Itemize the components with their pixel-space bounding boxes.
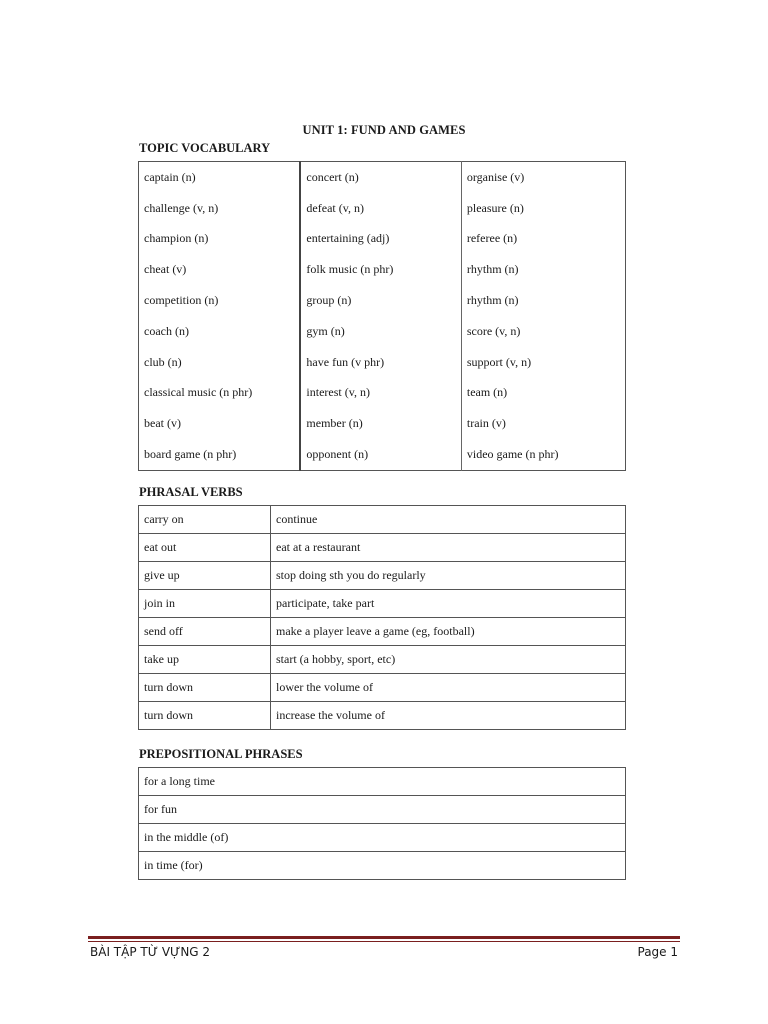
table-row [139,562,626,590]
vocab-cell: competition (n) [139,285,301,316]
phrasal-meaning-cell: continue [271,506,626,534]
table-row [139,254,626,285]
table-row [139,852,626,880]
prepositional-phrase-cell: in time (for) [139,852,626,880]
footer-divider-thin [88,941,680,942]
vocab-cell: club (n) [139,347,301,378]
phrasal-verbs-table [138,505,626,730]
table-row [139,768,626,796]
table-row [139,285,626,316]
vocab-cell: champion (n) [139,224,301,255]
table-row [139,162,626,193]
phrasal-verb-cell: turn down [139,674,271,702]
table-row [139,224,626,255]
vocab-cell: have fun (v phr) [300,347,461,378]
vocab-cell: board game (n phr) [139,439,301,470]
phrasal-meaning-cell: increase the volume of [271,702,626,730]
topic-vocabulary-heading: TOPIC VOCABULARY [139,141,271,155]
table-row [139,674,626,702]
vocab-cell: opponent (n) [300,439,461,470]
phrasal-verb-cell: take up [139,646,271,674]
vocab-cell: interest (v, n) [300,378,461,409]
vocab-cell: video game (n phr) [466,447,559,462]
vocab-cell: train (v) [466,416,506,431]
table-row [139,378,626,409]
table-row [139,824,626,852]
table-row [139,193,626,224]
vocab-cell: gym (n) [300,316,461,347]
phrasal-verb-cell: eat out [139,534,271,562]
vocab-cell: member (n) [300,408,461,439]
vocab-cell: organise (v) [466,169,525,184]
table-row [139,408,626,439]
phrasal-verb-cell: give up [139,562,271,590]
topic-vocabulary-table [138,161,626,471]
table-row [139,618,626,646]
phrasal-verbs-heading: PHRASAL VERBS [139,485,243,499]
vocab-cell: referee (n) [466,231,518,246]
vocab-cell: defeat (v, n) [300,193,461,224]
prepositional-phrase-cell: for a long time [139,768,626,796]
prepositional-phrases-table [138,767,626,880]
vocab-cell: beat (v) [139,408,301,439]
footer-document-title: BÀI TẬP TỪ VỰNG 2 [90,945,211,959]
vocab-cell: captain (n) [139,162,301,193]
table-row [139,316,626,347]
table-row [139,439,626,470]
page-title: UNIT 1: FUND AND GAMES [302,123,466,137]
footer-page-number: Page 1 [637,945,678,959]
vocab-cell: concert (n) [300,162,461,193]
vocab-cell: challenge (v, n) [139,193,301,224]
phrasal-meaning-cell: stop doing sth you do regularly [271,562,626,590]
vocab-cell: classical music (n phr) [139,378,301,409]
vocab-cell: entertaining (adj) [300,224,461,255]
vocab-cell: coach (n) [139,316,301,347]
table-row [139,506,626,534]
phrasal-meaning-cell: eat at a restaurant [271,534,626,562]
table-row [139,646,626,674]
vocab-cell: team (n) [466,385,508,400]
vocab-cell: rhythm (n) [466,293,519,308]
vocab-cell: cheat (v) [139,254,301,285]
prepositional-phrases-heading: PREPOSITIONAL PHRASES [139,747,303,761]
phrasal-verb-cell: carry on [139,506,271,534]
vocab-cell: group (n) [300,285,461,316]
vocab-cell: rhythm (n) [466,262,519,277]
phrasal-verb-cell: send off [139,618,271,646]
table-row [139,590,626,618]
table-row [139,347,626,378]
vocab-cell: pleasure (n) [466,200,524,215]
phrasal-verb-cell: turn down [139,702,271,730]
table-row [139,702,626,730]
prepositional-phrase-cell: for fun [139,796,626,824]
phrasal-meaning-cell: make a player leave a game (eg, football) [271,618,626,646]
phrasal-meaning-cell: start (a hobby, sport, etc) [271,646,626,674]
table-row [139,796,626,824]
footer-divider [88,936,680,939]
table-row [139,534,626,562]
phrasal-meaning-cell: lower the volume of [271,674,626,702]
phrasal-verb-cell: join in [139,590,271,618]
vocab-cell: support (v, n) [466,354,532,369]
prepositional-phrase-cell: in the middle (of) [139,824,626,852]
vocab-cell: folk music (n phr) [300,254,461,285]
phrasal-meaning-cell: participate, take part [271,590,626,618]
vocab-cell: score (v, n) [466,323,521,338]
